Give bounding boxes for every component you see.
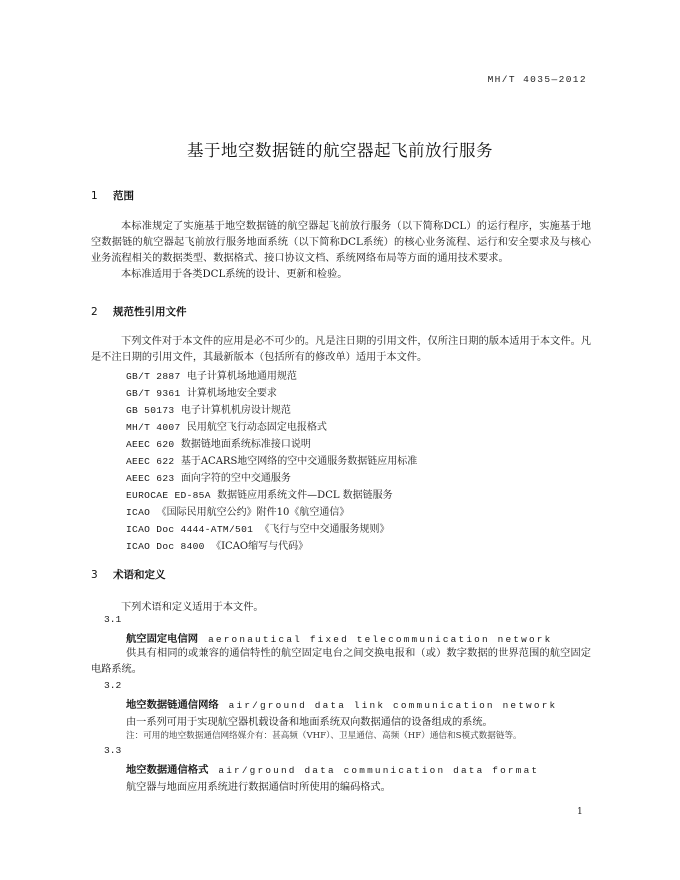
- term-definition: 由一系列可用于实现航空器机载设备和地面系统双向数据通信的设备组成的系统。: [126, 717, 493, 728]
- section-2-heading: [91, 304, 187, 319]
- term-number: 3.3: [104, 745, 122, 756]
- reference-title: 基于ACARS地空网络的空中交通服务数据链应用标准: [180, 456, 418, 467]
- reference-code: ICAO Doc 4444-ATM/501: [126, 524, 254, 535]
- reference-title: 民用航空飞行动态固定电报格式: [186, 422, 327, 433]
- reference-title: 电子计算机场地通用规范: [186, 371, 297, 382]
- reference-code: EUROCAE ED-85A: [126, 490, 211, 501]
- page-number: 1: [577, 807, 583, 817]
- reference-item: [126, 469, 291, 484]
- reference-item: [126, 367, 297, 382]
- reference-title: 《飞行与空中交通服务规则》: [259, 524, 390, 535]
- reference-title: 面向字符的空中交通服务: [180, 473, 291, 484]
- reference-item: [126, 486, 393, 501]
- term-number: 3.2: [104, 680, 122, 691]
- reference-code: GB/T 9361: [126, 388, 181, 399]
- term-chinese: 地空数据通信格式: [126, 764, 209, 776]
- reference-title: 计算机场地安全要求: [186, 388, 277, 399]
- reference-title: 数据链地面系统标准接口说明: [180, 439, 311, 450]
- reference-item: [126, 435, 311, 450]
- reference-item: [126, 452, 417, 467]
- standard-code: MH/T 4035—2012: [487, 74, 587, 85]
- reference-title: 《国际民用航空公约》附件10《航空通信》: [156, 507, 350, 518]
- section-title: 范围: [113, 190, 134, 202]
- reference-item: [126, 503, 349, 518]
- section-1-paragraph-2: 本标准适用于各类DCL系统的设计、更新和检验。: [121, 269, 348, 280]
- term-definition: 航空器与地面应用系统进行数据通信时所使用的编码格式。: [126, 782, 391, 793]
- section-3-intro: 下列术语和定义适用于本文件。: [121, 602, 264, 613]
- section-3-heading: [91, 567, 166, 582]
- term-english: air/ground data communication data format: [218, 765, 540, 776]
- section-number: 2: [91, 306, 98, 318]
- section-number: 3: [91, 569, 98, 581]
- reference-code: ICAO Doc 8400: [126, 541, 205, 552]
- section-title: 规范性引用文件: [113, 306, 187, 318]
- document-title: 基于地空数据链的航空器起飞前放行服务: [187, 141, 493, 160]
- section-1-heading: [91, 188, 134, 203]
- reference-code: ICAO: [126, 507, 151, 518]
- term-heading: [126, 761, 539, 776]
- term-definition: 供具有相同的或兼容的通信特性的航空固定电台之间交换电报和（或）数字数据的世界范围的航空固定电路系统。: [91, 648, 591, 675]
- reference-code: AEEC 623: [126, 473, 175, 484]
- section-2-intro: 下列文件对于本文件的应用是必不可少的。凡是注日期的引用文件，仅所注日期的版本适用于本文件。凡是不注日期的引用文件，其最新版本（包括所有的修改单）适用于本文件。: [91, 336, 591, 363]
- reference-item: [126, 537, 308, 552]
- reference-code: MH/T 4007: [126, 422, 181, 433]
- term-heading: [126, 630, 552, 645]
- term-number: 3.1: [104, 614, 122, 625]
- reference-code: AEEC 622: [126, 456, 175, 467]
- term-english: aeronautical fixed telecommunication network: [208, 634, 553, 645]
- reference-title: 《ICAO缩写与代码》: [211, 541, 309, 552]
- reference-item: [126, 418, 327, 433]
- term-chinese: 航空固定电信网: [126, 633, 199, 645]
- section-title: 术语和定义: [113, 569, 166, 581]
- section-number: 1: [91, 190, 98, 202]
- term-chinese: 地空数据链通信网络: [126, 699, 219, 711]
- reference-code: AEEC 620: [126, 439, 175, 450]
- reference-title: 数据链应用系统文件—DCL 数据链服务: [217, 490, 393, 501]
- reference-code: GB 50173: [126, 405, 175, 416]
- reference-item: [126, 384, 277, 399]
- reference-code: GB/T 2887: [126, 371, 181, 382]
- reference-item: [126, 401, 291, 416]
- reference-title: 电子计算机机房设计规范: [180, 405, 291, 416]
- reference-item: [126, 520, 390, 535]
- section-1-paragraph-1: 本标准规定了实施基于地空数据链的航空器起飞前放行服务（以下简称DCL）的运行程序，实施基于地空数据链的航空器起飞前放行服务地面系统（以下简称DCL系统）的核心业务流程、运行和安全要求及与核心业务流程相关的数据类型、数据格式、接口协议文档、系统网络布局等方面的通用技术要求。: [91, 221, 591, 264]
- term-heading: [126, 696, 557, 711]
- term-note: 注：可用的地空数据通信网络媒介有：甚高频（VHF）、卫星通信、高频（HF）通信和S模式数据链等。: [126, 731, 522, 741]
- term-english: air/ground data link communication network: [228, 700, 558, 711]
